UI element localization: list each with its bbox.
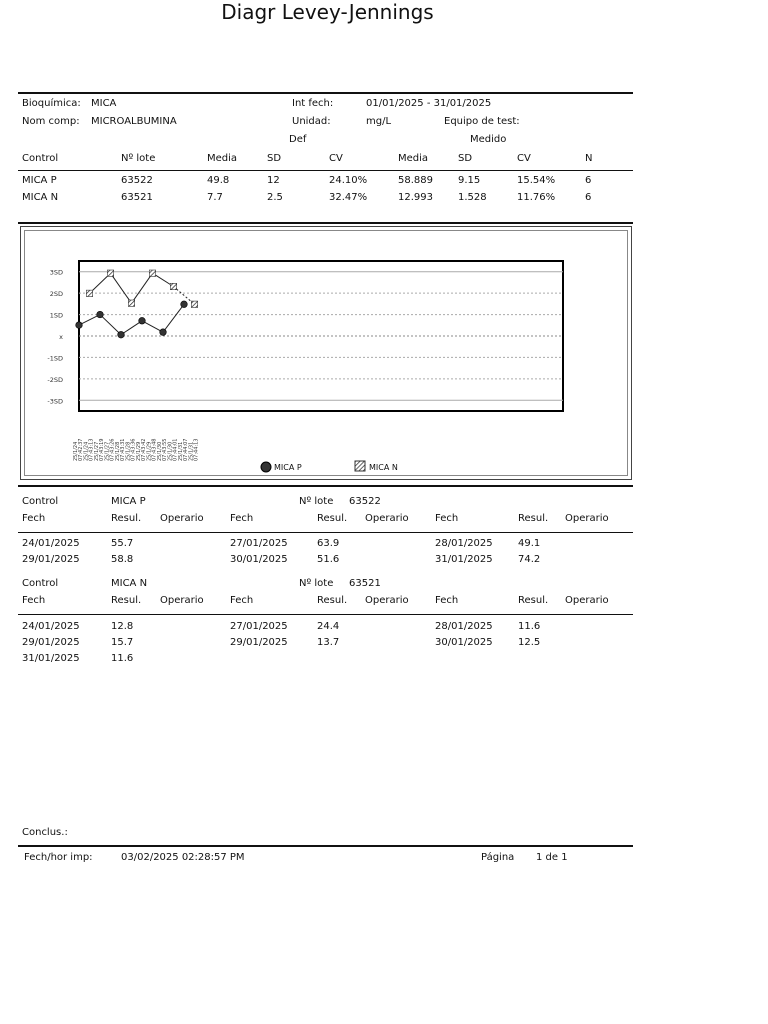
x-tick-label: 25/1/30	[167, 441, 174, 461]
bioquimica-label: Bioquímica:	[22, 98, 81, 109]
header-top-rule	[18, 92, 633, 94]
summary-col-header: SD	[267, 153, 282, 164]
mica-p-control-value: MICA P	[111, 496, 146, 507]
x-tick-label: 07:44:13	[193, 438, 200, 461]
fech-hor-label: Fech/hor imp:	[24, 852, 93, 863]
detail-cell: 74.2	[518, 554, 541, 565]
summary-cell: 15.54%	[517, 175, 556, 186]
legend-mica-n-label: MICA N	[369, 463, 398, 472]
x-tick-label: 07:42:37	[78, 438, 84, 461]
levey-jennings-chart	[20, 226, 632, 480]
x-tick-label: 25/1/27	[94, 441, 100, 461]
mica-p-point	[181, 301, 188, 308]
detail-col-header: Fech	[22, 595, 46, 606]
x-tick-label: 07:43:55	[162, 438, 168, 461]
detail-col-header: Operario	[565, 595, 609, 606]
chart-top-rule	[18, 222, 633, 224]
x-tick-label: 25/1/27	[104, 441, 111, 461]
mica-p-point	[76, 322, 83, 329]
bioquimica-value: MICA	[91, 98, 117, 109]
summary-col-header: Media	[207, 153, 238, 164]
summary-cell: 63522	[121, 175, 153, 186]
detail-col-header: Resul.	[317, 513, 348, 524]
summary-cell: MICA P	[22, 175, 57, 186]
y-tick-label: 3SD	[49, 268, 63, 277]
legend-mica-p-marker	[261, 462, 271, 472]
mica-p-header-rule	[18, 532, 633, 533]
detail-cell: 27/01/2025	[230, 621, 288, 632]
int-fech-label: Int fech:	[292, 98, 334, 109]
mica-p-point	[97, 311, 104, 318]
x-tick-label: 25/1/29	[146, 441, 153, 461]
mica-n-control-label: Control	[22, 578, 59, 589]
summary-col-header: N	[585, 153, 593, 164]
summary-cell: 6	[585, 192, 592, 203]
x-tick-label: 25/1/31	[178, 441, 184, 461]
x-tick-label: 25/1/24	[73, 441, 79, 461]
x-tick-label: 07:44:01	[172, 438, 179, 461]
detail-cell: 13.7	[317, 637, 340, 648]
summary-cell: 7.7	[207, 192, 223, 203]
summary-cell: 49.8	[207, 175, 230, 186]
summary-col-header: CV	[517, 153, 531, 164]
mica-n-point	[86, 290, 92, 296]
detail-col-header: Fech	[435, 595, 459, 606]
medido-label: Medido	[470, 134, 507, 145]
detail-cell: 29/01/2025	[22, 637, 80, 648]
detail-cell: 24.4	[317, 621, 340, 632]
detail-cell: 11.6	[111, 653, 134, 664]
x-tick-label: 07:43:36	[130, 438, 137, 461]
y-tick-label: x	[59, 333, 63, 341]
chart-svg	[21, 227, 631, 479]
unidad-value: mg/L	[366, 116, 392, 127]
detail-col-header: Operario	[365, 595, 409, 606]
mica-p-point	[139, 317, 146, 324]
detail-cell: 55.7	[111, 538, 134, 549]
detail-col-header: Resul.	[317, 595, 348, 606]
equipo-label: Equipo de test:	[444, 116, 520, 127]
mica-n-point	[149, 270, 155, 276]
page-title: Diagr Levey-Jennings	[221, 0, 434, 24]
int-fech-value: 01/01/2025 - 31/01/2025	[366, 98, 492, 109]
detail-cell: 63.9	[317, 538, 340, 549]
y-tick-label: -2SD	[47, 375, 63, 384]
x-tick-label: 25/1/28	[115, 441, 121, 461]
footer-rule	[18, 845, 633, 847]
detail-cell: 12.5	[518, 637, 541, 648]
mica-n-lote-value: 63521	[349, 578, 381, 589]
detail-cell: 24/01/2025	[22, 621, 80, 632]
detail-col-header: Operario	[565, 513, 609, 524]
pagina-label: Página	[481, 852, 515, 863]
x-tick-label: 25/1/31	[188, 441, 195, 461]
mica-p-control-label: Control	[22, 496, 59, 507]
summary-cell: 6	[585, 175, 592, 186]
summary-cell: 58.889	[398, 175, 433, 186]
summary-cell: 11.76%	[517, 192, 556, 203]
nom-comp-label: Nom comp:	[22, 116, 80, 127]
summary-cell: MICA N	[22, 192, 59, 203]
x-tick-label: 25/1/29	[136, 441, 142, 461]
detail-col-header: Fech	[22, 513, 46, 524]
detail-cell: 12.8	[111, 621, 134, 632]
x-tick-label: 07:43:26	[109, 438, 116, 461]
mica-n-header-rule	[18, 614, 633, 615]
summary-col-header: Nº lote	[121, 153, 156, 164]
y-tick-label: -1SD	[47, 354, 63, 363]
mica-n-point	[128, 300, 134, 306]
x-tick-label: 07:43:19	[99, 438, 105, 461]
detail-cell: 28/01/2025	[435, 538, 493, 549]
x-tick-label: 07:44:07	[183, 438, 189, 461]
detail-cell: 11.6	[518, 621, 541, 632]
detail-col-header: Operario	[365, 513, 409, 524]
detail-cell: 30/01/2025	[230, 554, 288, 565]
detail-col-header: Resul.	[111, 513, 142, 524]
detail-cell: 58.8	[111, 554, 134, 565]
detail-col-header: Resul.	[518, 595, 549, 606]
summary-cell: 2.5	[267, 192, 283, 203]
detail-cell: 27/01/2025	[230, 538, 288, 549]
summary-cell: 1.528	[458, 192, 487, 203]
summary-col-header: Control	[22, 153, 59, 164]
mica-p-lote-value: 63522	[349, 496, 381, 507]
summary-cell: 12.993	[398, 192, 433, 203]
detail-col-header: Operario	[160, 513, 204, 524]
x-tick-label: 25/1/24	[83, 441, 90, 461]
summary-header-rule	[18, 170, 633, 171]
x-tick-label: 07:43:31	[120, 438, 126, 461]
detail-col-header: Fech	[435, 513, 459, 524]
summary-cell: 24.10%	[329, 175, 368, 186]
detail-cell: 24/01/2025	[22, 538, 80, 549]
detail-col-header: Fech	[230, 513, 254, 524]
detail-cell: 29/01/2025	[22, 554, 80, 565]
x-tick-label: 07:43:13	[88, 438, 95, 461]
x-tick-label: 25/1/28	[125, 441, 132, 461]
fech-hor-value: 03/02/2025 02:28:57 PM	[121, 852, 245, 863]
legend-mica-n-marker	[355, 461, 365, 471]
detail-col-header: Resul.	[111, 595, 142, 606]
x-tick-label: 07:43:48	[151, 438, 158, 461]
y-tick-label: 2SD	[49, 290, 63, 299]
y-tick-label: 1SD	[49, 311, 63, 320]
detail-cell: 51.6	[317, 554, 340, 565]
summary-col-header: SD	[458, 153, 473, 164]
detail-col-header: Resul.	[518, 513, 549, 524]
pagina-value: 1 de 1	[536, 852, 568, 863]
conclus-label: Conclus.:	[22, 827, 68, 838]
detail-cell: 31/01/2025	[22, 653, 80, 664]
def-label: Def	[289, 134, 307, 145]
summary-cell: 32.47%	[329, 192, 368, 203]
unidad-label: Unidad:	[292, 116, 331, 127]
summary-cell: 12	[267, 175, 280, 186]
summary-cell: 63521	[121, 192, 153, 203]
mica-n-control-value: MICA N	[111, 578, 148, 589]
detail-cell: 49.1	[518, 538, 541, 549]
detail-top-rule	[18, 485, 633, 487]
mica-p-point	[160, 329, 167, 336]
y-tick-label: -3SD	[47, 397, 63, 406]
mica-p-point	[118, 331, 125, 338]
nom-comp-value: MICROALBUMINA	[91, 116, 177, 127]
detail-cell: 31/01/2025	[435, 554, 493, 565]
mica-p-lote-label: Nº lote	[299, 496, 334, 507]
detail-cell: 28/01/2025	[435, 621, 493, 632]
mica-n-point	[107, 270, 113, 276]
detail-cell: 15.7	[111, 637, 134, 648]
mica-n-point	[191, 301, 197, 307]
detail-col-header: Fech	[230, 595, 254, 606]
x-tick-label: 07:43:42	[141, 438, 147, 461]
mica-n-point	[170, 283, 176, 289]
mica-n-lote-label: Nº lote	[299, 578, 334, 589]
detail-cell: 30/01/2025	[435, 637, 493, 648]
legend-mica-p-label: MICA P	[274, 463, 302, 472]
x-tick-label: 25/1/30	[157, 441, 163, 461]
summary-col-header: Media	[398, 153, 429, 164]
detail-cell: 29/01/2025	[230, 637, 288, 648]
summary-cell: 9.15	[458, 175, 481, 186]
detail-col-header: Operario	[160, 595, 204, 606]
summary-col-header: CV	[329, 153, 343, 164]
